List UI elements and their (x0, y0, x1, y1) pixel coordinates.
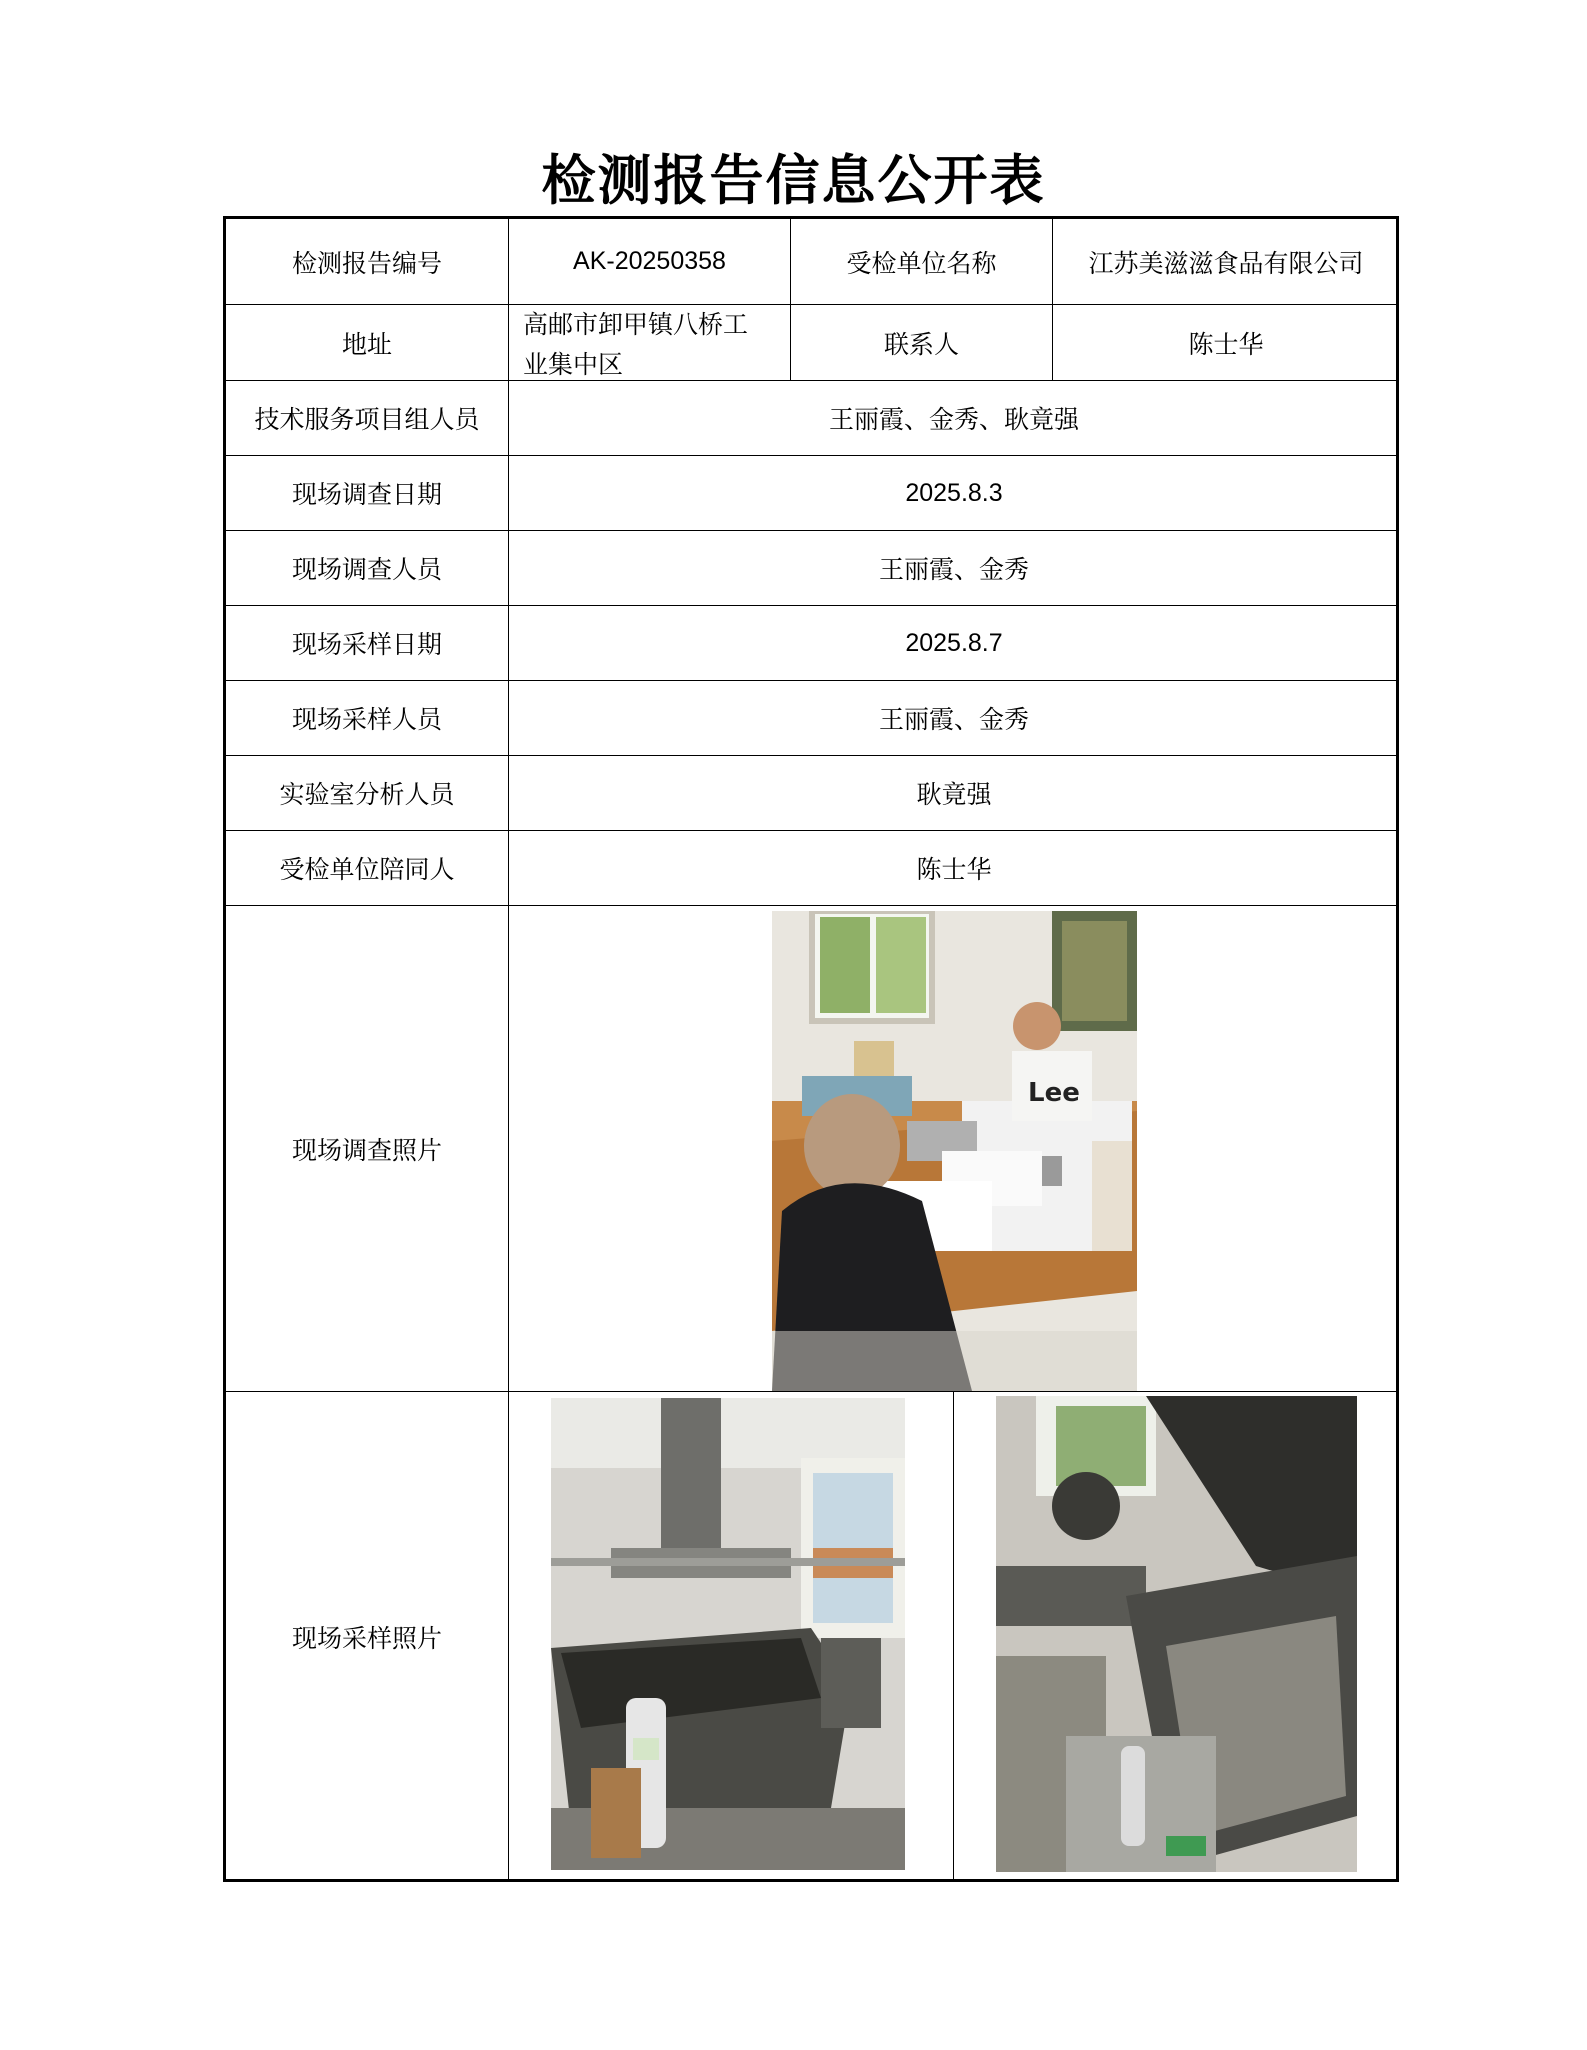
sampling-date-label: 现场采样日期 (226, 606, 509, 681)
contact-value: 陈士华 (1053, 305, 1399, 381)
sampling-photo-1 (551, 1398, 905, 1870)
sampling-staff-label: 现场采样人员 (226, 681, 509, 756)
lab-staff-value: 耿竟强 (509, 756, 1399, 831)
address-line-1: 高邮市卸甲镇八桥工 (523, 310, 749, 339)
survey-photo-label: 现场调查照片 (226, 906, 509, 1392)
contact-label: 联系人 (791, 305, 1053, 381)
page-title: 检测报告信息公开表 (541, 148, 1046, 212)
unit-name-value: 江苏美滋滋食品有限公司 (1053, 219, 1399, 305)
team-value: 王丽霞、金秀、耿竟强 (509, 381, 1399, 456)
shirt-logo-text: Lee (1028, 1078, 1080, 1108)
team-label: 技术服务项目组人员 (226, 381, 509, 456)
sampling-photo-label: 现场采样照片 (226, 1392, 509, 1882)
survey-staff-value: 王丽霞、金秀 (509, 531, 1399, 606)
sampling-date-value: 2025.8.7 (509, 606, 1399, 681)
report-no-value: AK-20250358 (509, 219, 791, 305)
address-label: 地址 (226, 305, 509, 381)
survey-date-value: 2025.8.3 (509, 456, 1399, 531)
survey-staff-label: 现场调查人员 (226, 531, 509, 606)
address-value (509, 305, 791, 381)
lab-staff-label: 实验室分析人员 (226, 756, 509, 831)
survey-date-label: 现场调查日期 (226, 456, 509, 531)
report-no-label: 检测报告编号 (226, 219, 509, 305)
survey-photo (772, 911, 1137, 1391)
address-line-2: 业集中区 (523, 350, 624, 379)
unit-name-label: 受检单位名称 (791, 219, 1053, 305)
sampling-photo-2 (996, 1396, 1357, 1872)
escort-label: 受检单位陪同人 (226, 831, 509, 906)
escort-value: 陈士华 (509, 831, 1399, 906)
sampling-staff-value: 王丽霞、金秀 (509, 681, 1399, 756)
